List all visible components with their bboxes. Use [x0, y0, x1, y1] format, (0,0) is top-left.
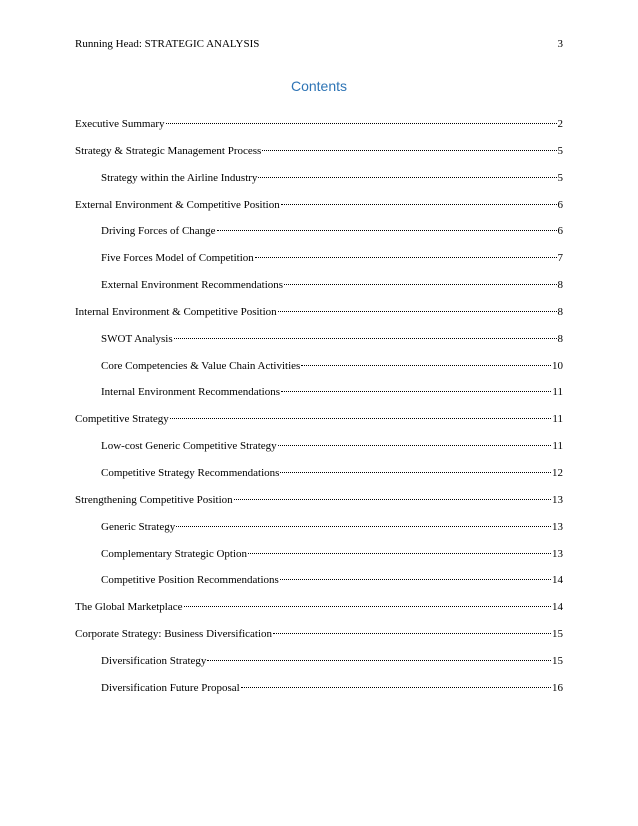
- toc-entry-page: 8: [557, 279, 563, 292]
- toc-leader-dots: [234, 499, 551, 500]
- toc-entry-label: Strategy within the Airline Industry: [101, 171, 258, 184]
- running-head: Running Head: STRATEGIC ANALYSIS: [75, 38, 260, 50]
- toc-entry[interactable]: [75, 436, 563, 463]
- toc-entry-label: Competitive Strategy: [75, 413, 169, 426]
- toc-entry-label: Low-cost Generic Competitive Strategy: [101, 440, 277, 453]
- toc-leader-dots: [176, 526, 551, 527]
- toc-entry-label: Diversification Strategy: [101, 654, 207, 667]
- toc-leader-dots: [273, 633, 551, 634]
- toc-entry[interactable]: [75, 302, 563, 329]
- toc-leader-dots: [241, 687, 551, 688]
- toc-entry-page: 14: [552, 574, 563, 587]
- toc-entry-page: 11: [552, 386, 563, 399]
- table-of-contents: [75, 114, 563, 705]
- toc-entry-label: External Environment Recommendations: [101, 279, 284, 292]
- toc-entry[interactable]: [75, 597, 563, 624]
- toc-entry[interactable]: [75, 114, 563, 141]
- toc-entry-label: The Global Marketplace: [75, 601, 183, 614]
- toc-leader-dots: [258, 177, 556, 178]
- toc-entry-label: Internal Environment Recommendations: [101, 386, 281, 399]
- toc-entry[interactable]: [75, 356, 563, 383]
- toc-leader-dots: [278, 311, 557, 312]
- toc-entry-page: 10: [552, 359, 563, 372]
- toc-leader-dots: [301, 365, 551, 366]
- toc-entry-label: Competitive Position Recommendations: [101, 574, 279, 587]
- toc-entry-page: 7: [557, 252, 563, 265]
- toc-entry-page: 6: [557, 198, 563, 211]
- toc-entry[interactable]: [75, 168, 563, 195]
- toc-entry-label: SWOT Analysis: [101, 332, 173, 345]
- page-number: 3: [557, 38, 563, 50]
- toc-entry-page: 12: [552, 466, 563, 479]
- toc-entry-page: 13: [552, 547, 563, 560]
- toc-entry-label: Complementary Strategic Option: [101, 547, 248, 560]
- toc-entry-page: 8: [557, 305, 563, 318]
- toc-entry-label: Strategy & Strategic Management Process: [75, 144, 262, 157]
- toc-entry-page: 15: [552, 654, 563, 667]
- toc-entry-label: Five Forces Model of Competition: [101, 252, 254, 265]
- toc-entry-label: Corporate Strategy: Business Diversification: [75, 628, 273, 641]
- toc-entry-label: Driving Forces of Change: [101, 225, 216, 238]
- toc-leader-dots: [281, 391, 551, 392]
- toc-entry-label: Executive Summary: [75, 118, 165, 130]
- toc-entry[interactable]: [75, 517, 563, 544]
- toc-entry[interactable]: [75, 275, 563, 302]
- toc-entry[interactable]: [75, 678, 563, 705]
- toc-entry[interactable]: [75, 463, 563, 490]
- toc-entry-label: Internal Environment & Competitive Position: [75, 305, 277, 318]
- toc-entry[interactable]: [75, 490, 563, 517]
- toc-entry-label: Generic Strategy: [101, 520, 176, 533]
- toc-leader-dots: [280, 579, 551, 580]
- toc-entry-page: 2: [557, 118, 563, 130]
- toc-entry-label: Diversification Future Proposal: [101, 681, 240, 694]
- toc-title: Contents: [290, 78, 348, 94]
- toc-entry-label: Core Competencies & Value Chain Activities: [101, 359, 301, 372]
- toc-entry-page: 5: [557, 171, 563, 184]
- toc-entry-page: 13: [552, 493, 563, 506]
- toc-entry-page: 14: [552, 601, 563, 614]
- toc-entry[interactable]: [75, 570, 563, 597]
- toc-leader-dots: [278, 445, 552, 446]
- toc-leader-dots: [262, 150, 556, 151]
- toc-entry-page: 13: [552, 520, 563, 533]
- toc-leader-dots: [184, 606, 551, 607]
- toc-entry[interactable]: [75, 409, 563, 436]
- toc-entry[interactable]: [75, 195, 563, 222]
- toc-leader-dots: [207, 660, 551, 661]
- toc-entry-page: 5: [557, 144, 563, 157]
- toc-entry[interactable]: [75, 382, 563, 409]
- toc-entry-page: 15: [552, 628, 563, 641]
- toc-leader-dots: [255, 257, 557, 258]
- toc-entry-label: Competitive Strategy Recommendations: [101, 466, 280, 479]
- toc-entry-page: 16: [552, 681, 563, 694]
- toc-leader-dots: [217, 230, 557, 231]
- toc-entry[interactable]: [75, 329, 563, 356]
- toc-leader-dots: [280, 472, 551, 473]
- toc-leader-dots: [281, 204, 557, 205]
- toc-entry[interactable]: [75, 221, 563, 248]
- toc-entry-page: 8: [557, 332, 563, 345]
- toc-entry-page: 6: [557, 225, 563, 238]
- toc-entry-label: External Environment & Competitive Position: [75, 198, 280, 211]
- toc-entry-page: 11: [552, 440, 563, 453]
- toc-entry[interactable]: [75, 248, 563, 275]
- toc-entry[interactable]: [75, 651, 563, 678]
- toc-entry[interactable]: [75, 544, 563, 571]
- toc-leader-dots: [284, 284, 556, 285]
- toc-leader-dots: [248, 553, 551, 554]
- toc-leader-dots: [166, 123, 557, 124]
- toc-leader-dots: [174, 338, 557, 339]
- toc-entry[interactable]: [75, 141, 563, 168]
- toc-leader-dots: [170, 418, 552, 419]
- toc-entry-page: 11: [552, 413, 563, 426]
- toc-entry-label: Strengthening Competitive Position: [75, 493, 233, 506]
- page-header: [75, 36, 563, 52]
- toc-entry[interactable]: [75, 624, 563, 651]
